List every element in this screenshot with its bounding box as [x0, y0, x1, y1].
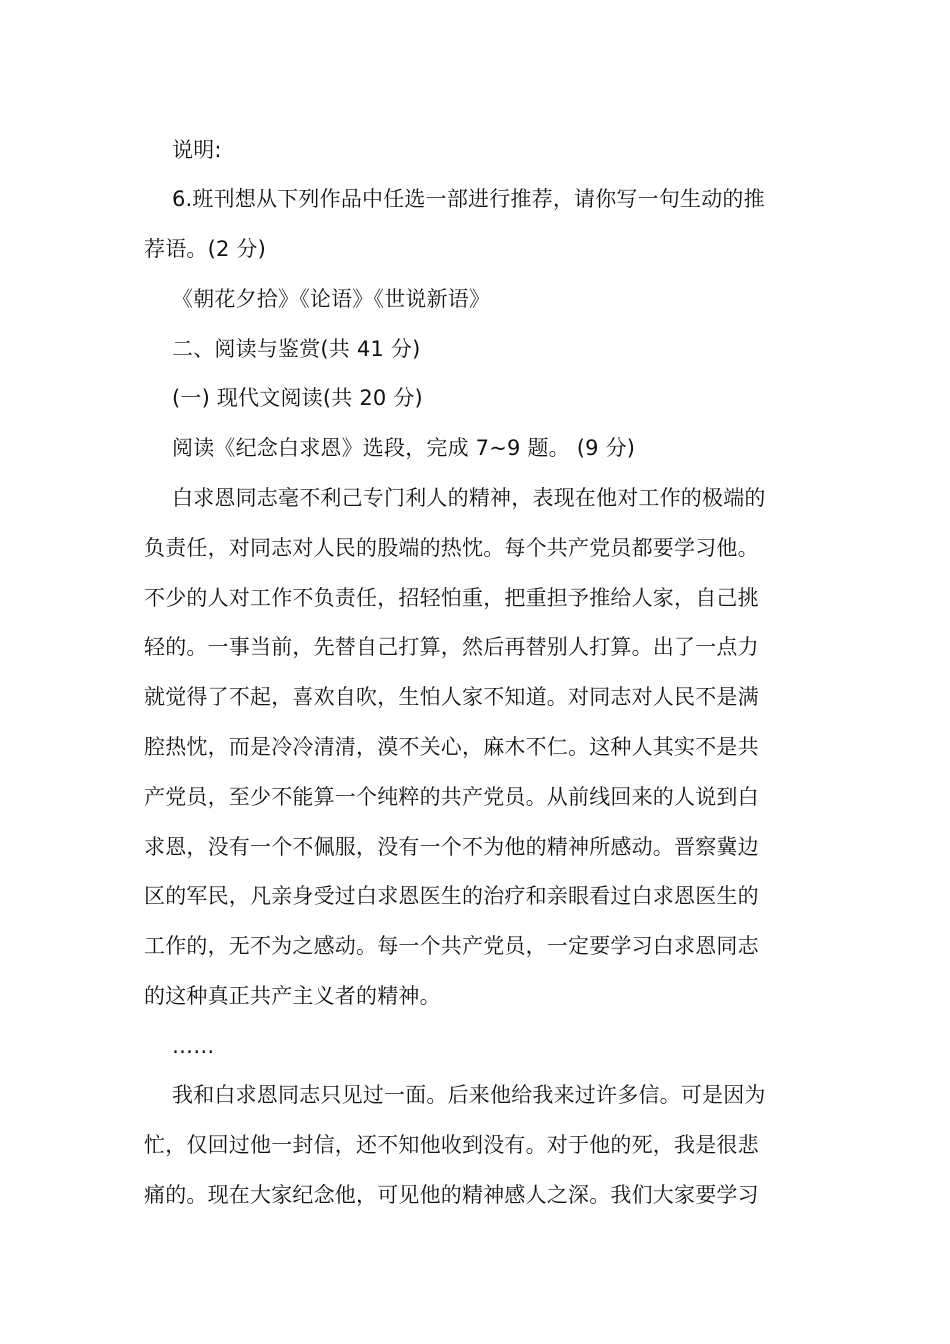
explanation-label: 说明: [172, 138, 222, 162]
passage-line: 白求恩同志毫不利己专门利人的精神，表现在他对工作的极端的 [172, 486, 766, 510]
passage-line: 区的军民，凡亲身受过白求恩医生的治疗和亲眼看过白求恩医生的 [144, 884, 759, 908]
passage-line: 产党员，至少不能算一个纯粹的共产党员。从前线回来的人说到白 [144, 785, 759, 809]
passage-line: 求恩，没有一个不佩服，没有一个不为他的精神所感动。晋察冀边 [144, 835, 759, 859]
passage-line: 就觉得了不起，喜欢自吹，生怕人家不知道。对同志对人民不是满 [144, 685, 759, 709]
passage-line: 腔热忱，而是冷冷清清，漠不关心，麻木不仁。这种人其实不是共 [144, 735, 759, 759]
question-6-line-2: 荐语。(2 分) [144, 237, 267, 261]
passage-line: 我和白求恩同志只见过一面。后来他给我来过许多信。可是因为 [172, 1083, 766, 1107]
question-6-line-1: 6.班刊想从下列作品中任选一部进行推荐，请你写一句生动的推 [172, 187, 765, 211]
section-heading: 二、阅读与鉴赏(共 41 分) [172, 337, 421, 361]
reading-instruction: 阅读《纪念白求恩》选段，完成 7~9 题。 (9 分) [172, 436, 636, 460]
passage-line: 轻的。一事当前，先替自己打算，然后再替别人打算。出了一点力 [144, 635, 759, 659]
passage-line: 痛的。现在大家纪念他，可见他的精神感人之深。我们大家要学习 [144, 1183, 759, 1207]
passage-line: 的这种真正共产主义者的精神。 [144, 984, 441, 1008]
books-list: 《朝花夕拾》《论语》《世说新语》 [172, 287, 491, 311]
passage-line: 工作的，无不为之感动。每一个共产党员，一定要学习白求恩同志 [144, 934, 759, 958]
passage-line: 忙，仅回过他一封信，还不知他收到没有。对于他的死，我是很悲 [144, 1133, 759, 1157]
passage-line: 不少的人对工作不负责任，招轻怕重，把重担予推给人家，自己挑 [144, 586, 759, 610]
subsection-heading: (一) 现代文阅读(共 20 分) [172, 386, 423, 410]
ellipsis: …… [172, 1034, 215, 1058]
passage-line: 负责任，对同志对人民的股端的热忱。每个共产党员都要学习他。 [144, 536, 759, 560]
